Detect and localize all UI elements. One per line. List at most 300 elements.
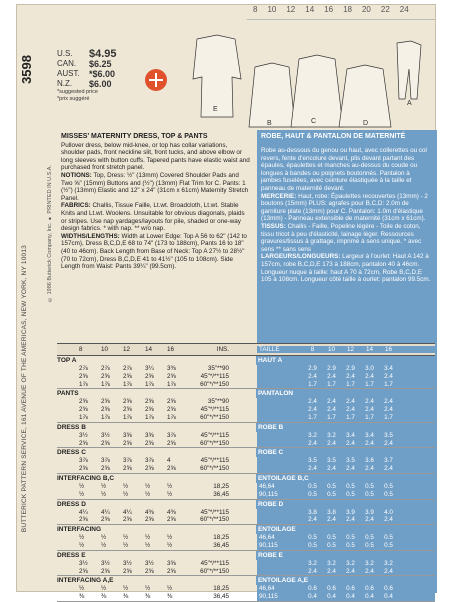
cell-units: 60"*/**150 xyxy=(200,380,229,388)
section-title-fr: ROBE B xyxy=(256,423,435,432)
cell-fr: 2.4 xyxy=(365,516,374,524)
cell-fr: 2.4 xyxy=(327,439,336,447)
cell-en: 2⅞ xyxy=(79,365,88,372)
cell-fr: 0.5 xyxy=(327,541,336,549)
row-spacer xyxy=(57,560,79,568)
section-title-en: TOP A xyxy=(57,357,77,364)
section-title-en: DRESS D xyxy=(57,500,86,508)
cell-fr: 0.4 xyxy=(346,593,355,601)
cell-fr: 0.4 xyxy=(365,593,374,601)
cell-en: 4⅜ xyxy=(167,508,176,516)
cell-fr: 3.7 xyxy=(384,457,393,465)
notions-text: Top, Dress: ½" (13mm) Covered Shoulder Pads and Two ⅝" (15mm) Buttons and (½") (13mm) Flat Trim for C. Pants: 1 (½") (13mm) Elastic and 12" x 24" (31cm x 61cm) Maternity Stretch Panel. xyxy=(61,171,249,202)
pattern-envelope xyxy=(16,4,436,601)
view-label-b: B xyxy=(267,120,272,127)
cell-en: 2⅝ xyxy=(101,372,110,380)
cell-en: 2⅝ xyxy=(167,465,176,473)
table-row xyxy=(57,534,435,542)
row-fr xyxy=(257,516,435,524)
cell-fr: 3.0 xyxy=(365,365,374,372)
cell-fr: 0.5 xyxy=(384,541,393,549)
cell-fr: 2.4 xyxy=(308,465,317,473)
cell-en: 2⅝ xyxy=(101,567,110,575)
cell-fr: 3.5 xyxy=(327,457,336,465)
table-row xyxy=(57,491,435,499)
cell-en: 2⅞ xyxy=(123,365,132,372)
section-title-en: INTERFACING A,E xyxy=(57,577,114,585)
cell-en: 2⅝ xyxy=(145,516,154,524)
cell-fr: 2.4 xyxy=(308,398,317,406)
cell-fr: 1.7 xyxy=(384,380,393,388)
table-header xyxy=(57,343,435,356)
cell-en: ½ xyxy=(79,490,85,498)
cell-fr: 2.4 xyxy=(365,372,374,380)
cell-fr: 3.2 xyxy=(327,431,336,439)
cell-en: 1⅞ xyxy=(101,380,110,388)
mercerie-label: MERCERIE: xyxy=(261,192,297,200)
cell-units-fr xyxy=(257,465,303,473)
view-label-d: D xyxy=(363,120,369,127)
cell-units: 45"*/**115 xyxy=(200,559,229,567)
cell-fr: 2.4 xyxy=(384,406,393,414)
cell-en: 1⅞ xyxy=(167,380,176,388)
cell-fr: 0.6 xyxy=(384,585,393,593)
cell-units-fr xyxy=(257,560,303,568)
cell-en: 1⅞ xyxy=(145,413,154,421)
size-header: 16 xyxy=(167,346,175,353)
cell-fr: 1.7 xyxy=(327,413,336,421)
cell-fr: 3.2 xyxy=(346,559,355,567)
row-en xyxy=(57,560,257,568)
table-row xyxy=(57,465,435,473)
size-header-fr: 16 xyxy=(384,346,392,353)
size-strip-label: 10 xyxy=(267,5,277,14)
cell-units-fr xyxy=(257,440,303,448)
cell-en: ½ xyxy=(123,541,129,549)
row-en xyxy=(57,509,257,517)
cell-units: 60"*/**150 xyxy=(200,465,229,473)
row-fr xyxy=(257,398,435,406)
section-title-en: INTERFACING B,C xyxy=(57,474,115,482)
cell-fr: 0.5 xyxy=(308,490,317,498)
cell-fr: 2.9 xyxy=(308,365,317,372)
size-strip-label: 12 xyxy=(286,5,296,14)
cell-en: 2⅝ xyxy=(79,567,88,575)
row-spacer xyxy=(57,398,79,406)
row-fr xyxy=(257,365,435,373)
size-strip-label: 24 xyxy=(399,5,409,14)
butterick-logo-icon xyxy=(145,69,167,91)
cell-en: 2⅝ xyxy=(123,567,132,575)
row-spacer xyxy=(57,509,79,517)
cell-en: 2⅝ xyxy=(167,439,176,447)
cell-en: 2⅝ xyxy=(123,406,132,414)
price-row xyxy=(57,59,117,69)
cell-fr: 2.4 xyxy=(327,516,336,524)
cell-fr: 3.2 xyxy=(327,559,336,567)
view-label-c: C xyxy=(311,118,317,125)
table-row xyxy=(57,516,435,524)
section-title xyxy=(57,474,435,483)
row-en xyxy=(57,491,257,499)
english-title: MISSES' MATERNITY DRESS, TOP & PANTS xyxy=(61,133,208,140)
cell-en: 2⅝ xyxy=(167,406,176,414)
cell-fr: 2.4 xyxy=(327,465,336,473)
cell-units-fr: 46,64 xyxy=(259,534,275,542)
cell-units-fr xyxy=(257,457,303,465)
pattern-number: 3598 xyxy=(19,55,34,84)
cell-fr: 1.7 xyxy=(308,380,317,388)
row-spacer xyxy=(57,491,79,499)
cell-fr: 3.9 xyxy=(365,508,374,516)
row-spacer xyxy=(57,465,79,473)
cell-units: 36,45 xyxy=(213,593,229,601)
cell-en: 2⅝ xyxy=(101,406,110,414)
cell-en: 4 xyxy=(167,457,171,465)
cell-units-fr: 90,115 xyxy=(259,490,278,498)
cell-fr: 0.5 xyxy=(346,534,355,542)
cell-fr: 2.4 xyxy=(308,516,317,524)
cell-fr: 0.6 xyxy=(365,585,374,593)
row-spacer xyxy=(57,406,79,414)
size-header-fr: 8 xyxy=(310,346,315,353)
row-spacer xyxy=(57,365,79,373)
cell-fr: 0.5 xyxy=(327,490,336,498)
tissus-text: Challis - Faille, Popeline légère - Toile de coton, tissu tricot à peu d'élasticité, lainage léger. Ressources gravures/tissus à grattage, imprimé à sens unique. * avec sens ** sans sens xyxy=(261,222,422,253)
cell-units-fr xyxy=(257,373,303,381)
section-title xyxy=(57,356,435,365)
table-row xyxy=(57,381,435,389)
cell-units: 45"*/**115 xyxy=(200,457,229,465)
cell-en: 3⅝ xyxy=(123,431,132,439)
cell-units: 45"*/**115 xyxy=(200,431,229,439)
cell-en: ½ xyxy=(101,490,107,498)
row-fr xyxy=(257,457,435,465)
size-strip xyxy=(247,5,435,20)
cell-en: 2⅝ xyxy=(79,439,88,447)
cell-fr: 2.4 xyxy=(384,372,393,380)
price-value: $4.95 xyxy=(89,48,117,60)
cell-en: 1⅞ xyxy=(79,413,88,421)
section-title-fr: PANTALON xyxy=(256,389,435,398)
cell-en: ½ xyxy=(167,534,173,542)
cell-en: 3½ xyxy=(123,559,132,567)
table-row xyxy=(57,483,435,491)
largeurs-text: Largeur à l'ourlet: Haut A 142 à 157cm, robe B,C,D,E 173 à 188cm, pantalon 40 à 46cm. Longueur nuque à taille: haut A 70 à 72cm, Robe B,C,D,E 105 à 108cm. Longueur côté taille à ourlet: pantalon 99.5cm. xyxy=(261,253,431,284)
row-fr xyxy=(257,568,435,576)
cell-fr: 3.5 xyxy=(346,457,355,465)
cell-fr: 0.5 xyxy=(308,541,317,549)
table-row xyxy=(57,509,435,517)
sketch-view-b xyxy=(249,63,295,127)
cell-en: 3½ xyxy=(79,559,88,567)
row-fr xyxy=(257,373,435,381)
cell-en: 2⅝ xyxy=(101,516,110,524)
cell-fr: 0.5 xyxy=(365,534,374,542)
row-fr xyxy=(257,560,435,568)
section-title xyxy=(57,576,435,585)
widths-text: Width at Lower Edge: Top A 56 to 62" (142 to 157cm), Dress B,C,D,E 68 to 74" (173 to 188cm), Pants 16 to 18" (40 to 46cm). Back Length from Base of Neck: Top A 27½ to 28½" (70 to 72cm), Dress B,C,D,E 41 to 41½" (105 to 108cm). Side Length from Waist: Pants 39¼" (99.5cm). xyxy=(61,232,247,271)
cell-units-fr xyxy=(257,414,303,422)
section-title-fr: ENTOILAGE xyxy=(256,525,435,534)
cell-en: 4⅜ xyxy=(145,508,154,516)
cell-fr: 0.5 xyxy=(346,490,355,498)
row-en xyxy=(57,373,257,381)
sketch-view-e xyxy=(193,35,241,117)
fabrics-text: Challis, Tissue Faille, Lt.wt. Broadcloth, Lt.wt. Stable Knits and Lt.wt. Woolens. Unsuitable for obvious diagonals, plaids or stripes. Use nap yardages/layouts for pile, shaded or one-way design fabrics. * with nap. ** w/o nap. xyxy=(61,202,245,233)
cell-en: 2⅝ xyxy=(123,439,132,447)
cell-fr: 2.4 xyxy=(346,372,355,380)
cell-en: 2⅝ xyxy=(145,372,154,380)
price-region: U.S. xyxy=(57,49,73,58)
cell-fr: 3.6 xyxy=(365,457,374,465)
cell-en: ½ xyxy=(167,585,173,593)
cell-en: 1⅞ xyxy=(167,413,176,421)
publisher-credit: BUTTERICK PATTERN SERVICE, 161 AVENUE OF THE AMERICAS, NEW YORK, NY 10013 xyxy=(21,245,28,533)
cell-units: 18,25 xyxy=(213,534,229,542)
cell-en: ½ xyxy=(167,482,173,490)
table-row xyxy=(57,440,435,448)
english-description xyxy=(61,133,251,271)
row-spacer xyxy=(57,585,79,593)
cell-fr: 1.7 xyxy=(327,380,336,388)
row-spacer xyxy=(57,593,79,601)
row-fr xyxy=(257,381,435,389)
row-en xyxy=(57,398,257,406)
cell-fr: 3.2 xyxy=(308,559,317,567)
view-label-e: E xyxy=(213,106,218,113)
english-desc-text: Pullover dress, below mid-knee, or top has collar variations, shoulder pads, front neckline slit, front tucks, and above elbow or long sleeves with button cuffs. Tapered pants have elastic waist and purchased front stretch panel. xyxy=(61,141,250,172)
cell-en: ½ xyxy=(123,534,129,542)
cell-en: 2⅝ xyxy=(167,398,176,406)
cell-en: ⅜ xyxy=(101,593,107,601)
cell-fr: 2.4 xyxy=(384,567,393,575)
section-title xyxy=(57,500,435,509)
row-en xyxy=(57,465,257,473)
cell-fr: 0.5 xyxy=(346,541,355,549)
cell-units: 60"*/**150 xyxy=(200,516,229,524)
cell-en: 2⅝ xyxy=(123,372,132,380)
size-header: 8 xyxy=(79,346,83,353)
row-en xyxy=(57,381,257,389)
row-spacer xyxy=(57,457,79,465)
row-spacer xyxy=(57,432,79,440)
price-row xyxy=(57,79,117,89)
cell-en: 2⅞ xyxy=(101,365,110,372)
cell-fr: 3.8 xyxy=(327,508,336,516)
size-header: 10 xyxy=(101,346,109,353)
row-fr xyxy=(257,432,435,440)
section-title xyxy=(57,448,435,457)
cell-fr: 2.4 xyxy=(365,439,374,447)
cell-en: 2⅝ xyxy=(167,516,176,524)
cell-en: ½ xyxy=(79,585,85,593)
cell-units: 18,25 xyxy=(213,585,229,593)
price-note: *suggested price *prix suggéré xyxy=(57,89,98,102)
table-row xyxy=(57,585,435,593)
cell-units-fr: 90,115 xyxy=(259,541,278,549)
cell-units-fr: 46,64 xyxy=(259,482,275,490)
cell-en: ½ xyxy=(79,534,85,542)
row-fr xyxy=(257,483,435,491)
cell-fr: 0.5 xyxy=(308,534,317,542)
row-en xyxy=(57,432,257,440)
cell-en: 1⅞ xyxy=(79,380,88,388)
size-strip-label: 18 xyxy=(343,5,352,14)
units-header: INS. xyxy=(216,346,229,353)
cell-units: 18,25 xyxy=(213,482,229,490)
table-row xyxy=(57,406,435,414)
row-fr xyxy=(257,593,435,601)
cell-en: ½ xyxy=(145,490,151,498)
view-label-a: A xyxy=(407,100,412,107)
cell-fr: 0.5 xyxy=(327,482,336,490)
cell-en: 4¼ xyxy=(101,508,110,516)
cell-fr: 2.4 xyxy=(308,372,317,380)
cell-units-fr: 46,64 xyxy=(259,585,275,593)
cell-fr: 1.7 xyxy=(346,380,355,388)
cell-fr: 2.4 xyxy=(346,439,355,447)
cell-en: ⅜ xyxy=(145,593,151,601)
cell-en: ½ xyxy=(145,541,151,549)
cell-fr: 1.7 xyxy=(365,380,374,388)
cell-units: 36,45 xyxy=(213,490,229,498)
row-en xyxy=(57,534,257,542)
cell-fr: 2.4 xyxy=(327,398,336,406)
price-list xyxy=(57,49,117,102)
sketch-view-a xyxy=(397,41,421,99)
size-header-fr: 12 xyxy=(346,346,354,353)
cell-fr: 3.9 xyxy=(346,508,355,516)
cell-fr: 0.6 xyxy=(346,585,355,593)
cell-en: 2⅝ xyxy=(145,465,154,473)
yardage-table xyxy=(57,343,435,602)
cell-en: 2⅝ xyxy=(145,398,154,406)
row-fr xyxy=(257,440,435,448)
size-strip-label: 16 xyxy=(324,5,334,14)
price-region: AUST. xyxy=(57,69,80,78)
cell-en: 2⅝ xyxy=(79,398,88,406)
cell-fr: 2.9 xyxy=(346,365,355,372)
cell-fr: 2.4 xyxy=(327,406,336,414)
taille-header: TAILLE xyxy=(259,346,280,353)
row-en xyxy=(57,593,257,601)
cell-fr: 2.4 xyxy=(384,439,393,447)
cell-units-fr xyxy=(257,516,303,524)
tissus-label: TISSUS: xyxy=(261,222,286,230)
section-title-fr: ROBE C xyxy=(256,448,435,457)
cell-en: 4¼ xyxy=(79,508,88,516)
cell-fr: 3.5 xyxy=(308,457,317,465)
mercerie-text: Haut, robe: Épaulettes recouvertes (13mm) - 2 boutons (15mm) PLUS: agrafes pour B,C,D: 2.0m de garniture plate (13mm) pour C. Pantalon: 1.0m d'élastique (13mm) - Panneau extensible de maternité (31cm x 61cm). xyxy=(261,192,428,223)
cell-en: ½ xyxy=(101,482,107,490)
cell-en: ½ xyxy=(101,534,107,542)
cell-fr: 4.0 xyxy=(384,508,393,516)
size-strip-label: 8 xyxy=(253,5,258,14)
size-header-fr: 14 xyxy=(365,346,373,353)
cell-en: ½ xyxy=(145,534,151,542)
cell-en: 2⅝ xyxy=(79,406,88,414)
cell-en: 3⅝ xyxy=(145,431,154,439)
row-en xyxy=(57,542,257,550)
cell-fr: 1.7 xyxy=(384,413,393,421)
section-title-en: INTERFACING xyxy=(57,526,102,534)
cell-en: 3⅞ xyxy=(79,457,88,465)
widths-label: WIDTHS/LENGTHS: xyxy=(61,232,120,240)
cell-fr: 2.4 xyxy=(327,372,336,380)
section-title-en: DRESS C xyxy=(57,449,86,457)
cell-fr: 2.4 xyxy=(365,567,374,575)
header-spacer xyxy=(57,346,79,353)
cell-en: 2⅝ xyxy=(145,567,154,575)
cell-en: ½ xyxy=(123,490,129,498)
table-row xyxy=(57,398,435,406)
cell-en: 3⅞ xyxy=(123,457,132,465)
cell-fr: 2.4 xyxy=(346,398,355,406)
table-row xyxy=(57,457,435,465)
notions-label: NOTIONS: xyxy=(61,171,92,179)
section-title-en: PANTS xyxy=(57,390,79,398)
section-title xyxy=(57,423,435,432)
cell-en: ½ xyxy=(123,585,129,593)
cell-fr: 3.5 xyxy=(384,431,393,439)
cell-en: 3½ xyxy=(79,431,88,439)
cell-fr: 3.4 xyxy=(384,365,393,372)
largeurs-label: LARGEURS/LONGUEURS: xyxy=(261,253,341,261)
cell-en: 2⅝ xyxy=(101,439,110,447)
cell-en: ½ xyxy=(123,482,129,490)
cell-fr: 3.8 xyxy=(308,508,317,516)
cell-en: 2⅝ xyxy=(123,516,132,524)
row-en xyxy=(57,585,257,593)
cell-en: 2⅝ xyxy=(145,439,154,447)
row-fr xyxy=(257,542,435,550)
price-value: *$6.00 xyxy=(89,69,116,79)
cell-en: ½ xyxy=(145,585,151,593)
row-spacer xyxy=(57,440,79,448)
section-title-fr: ROBE E xyxy=(256,551,435,560)
cell-fr: 2.4 xyxy=(308,439,317,447)
french-desc-text: Robe au-dessous du genou ou haut, avec collerettes ou col revers, fente d'encolure devant, plis devant partant des épaules, épaulettes et manches au-dessus du coude ou longues à bandes ou poignets boutonnés. Pantalon à jambes fuselées, avec ceinture élastiquée à la taille et panneau de maternité devant. xyxy=(261,147,427,192)
cell-en: 3⅞ xyxy=(101,457,110,465)
row-fr xyxy=(257,534,435,542)
row-spacer xyxy=(57,414,79,422)
row-en xyxy=(57,414,257,422)
cell-en: 2⅝ xyxy=(79,372,88,380)
cell-fr: 3.2 xyxy=(308,431,317,439)
cell-fr: 3.4 xyxy=(365,431,374,439)
cell-fr: 0.5 xyxy=(384,482,393,490)
cell-fr: 1.7 xyxy=(346,413,355,421)
cell-fr: 0.4 xyxy=(327,593,336,601)
cell-en: ½ xyxy=(145,482,151,490)
cell-fr: 2.4 xyxy=(365,465,374,473)
french-title: ROBE, HAUT & PANTALON DE MATERNITÉ xyxy=(261,133,406,140)
row-en xyxy=(57,457,257,465)
cell-en: 2⅝ xyxy=(123,465,132,473)
size-header: 14 xyxy=(145,346,153,353)
cell-units: 35"**90 xyxy=(207,365,229,372)
table-header-fr xyxy=(257,346,435,353)
cell-fr: 3.2 xyxy=(365,559,374,567)
cell-units: 36,45 xyxy=(213,541,229,549)
cell-fr: 2.4 xyxy=(346,567,355,575)
row-en xyxy=(57,440,257,448)
cell-fr: 0.5 xyxy=(365,482,374,490)
section-title xyxy=(57,551,435,560)
cell-en: 2⅝ xyxy=(79,516,88,524)
cell-fr: 2.4 xyxy=(308,406,317,414)
